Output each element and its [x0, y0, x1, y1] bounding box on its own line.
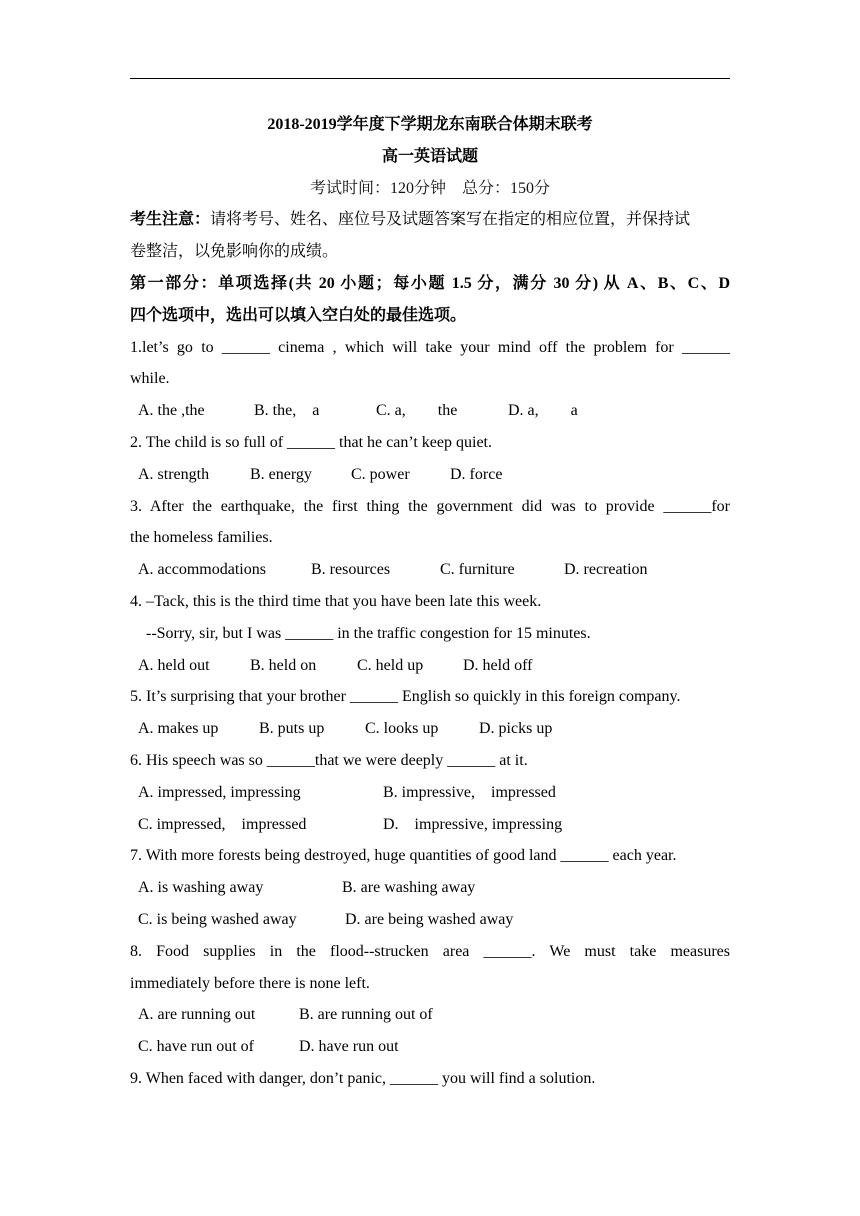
question-2-options	[130, 459, 730, 491]
option-b: B. impressive, impressed	[383, 783, 556, 801]
question-7-stem: 7. With more forests being destroyed, huge quantities of good land ______ each year.	[130, 847, 677, 865]
option-d: D. recreation	[564, 561, 648, 579]
option-c: C. have run out of	[138, 1038, 254, 1056]
option-a: A. impressed, impressing	[138, 783, 301, 801]
question-3-stem-line-2: the homeless families.	[130, 529, 273, 547]
question-7-options-row-2	[130, 904, 730, 936]
notice-text: 请将考号、姓名、座位号及试题答案写在指定的相应位置，并保持试	[210, 211, 691, 229]
option-c: C. furniture	[440, 561, 515, 579]
section-instructions-line-1: 第一部分：单项选择(共 20 小题；每小题 1.5 分，满分 30 分) 从 A、B、C、D	[130, 274, 730, 292]
option-b: B. energy	[250, 465, 312, 483]
option-c: C. looks up	[365, 720, 439, 738]
question-3-stem-line-1: 3. After the earthquake, the first thing the government did was to provide ______for	[130, 497, 730, 515]
option-d: D. held off	[463, 656, 533, 674]
question-6-stem: 6. His speech was so ______that we were deeply ______ at it.	[130, 751, 528, 769]
question-4-stem-line-2: --Sorry, sir, but I was ______ in the traffic congestion for 15 minutes.	[146, 624, 591, 642]
question-6-options-row-1	[130, 777, 730, 809]
option-a: A. the ,the	[138, 402, 205, 420]
question-5-stem: 5. It’s surprising that your brother ______ English so quickly in this foreign company.	[130, 688, 681, 706]
question-8-stem-line-1: 8. Food supplies in the flood--strucken area ______. We must take measures	[130, 942, 730, 960]
option-b: B. resources	[311, 561, 391, 579]
option-d: D. force	[450, 465, 503, 483]
option-d: D. are being washed away	[345, 910, 514, 928]
question-8-options-row-2	[130, 1031, 730, 1063]
question-5-options	[130, 713, 730, 745]
exam-content	[130, 109, 730, 1095]
option-a: A. accommodations	[138, 561, 266, 579]
question-4-options	[130, 650, 730, 682]
question-3-options	[130, 554, 730, 586]
question-1-stem-line-1: 1.let’s go to ______ cinema , which will take your mind off the problem for ______	[130, 338, 730, 356]
option-c: C. is being washed away	[138, 910, 297, 928]
option-d: D. picks up	[479, 720, 553, 738]
exam-page	[130, 0, 730, 1216]
option-b: B. are running out of	[299, 1006, 433, 1024]
header-rule	[130, 78, 730, 79]
exam-subject: 高一英语试题	[381, 147, 478, 165]
question-7-options-row-1	[130, 872, 730, 904]
question-2-stem: 2. The child is so full of ______ that he can’t keep quiet.	[130, 433, 492, 451]
option-b: B. are washing away	[342, 879, 476, 897]
notice-line-2: 卷整洁，以免影响你的成绩。	[130, 243, 339, 261]
option-c: C. a, the	[376, 402, 458, 420]
question-1-stem-line-2: while.	[130, 370, 170, 388]
question-6-options-row-2	[130, 809, 730, 841]
option-b: B. the, a	[254, 402, 320, 420]
option-a: A. strength	[138, 465, 210, 483]
option-a: A. are running out	[138, 1006, 256, 1024]
option-c: C. power	[351, 465, 410, 483]
option-a: A. held out	[138, 656, 210, 674]
exam-info: 考试时间：120分钟 总分：150分	[309, 179, 550, 197]
option-b: B. puts up	[259, 720, 325, 738]
notice-label: 考生注意：	[130, 211, 211, 229]
option-d: D. impressive, impressing	[383, 815, 563, 833]
option-d: D. a, a	[508, 402, 578, 420]
section-instructions-line-2: 四个选项中，选出可以填入空白处的最佳选项。	[130, 306, 467, 324]
exam-title: 2018-2019学年度下学期龙东南联合体期末联考	[267, 116, 593, 133]
option-d: D. have run out	[299, 1038, 399, 1056]
question-8-stem-line-2: immediately before there is none left.	[130, 974, 370, 992]
question-8-options-row-1	[130, 999, 730, 1031]
option-b: B. held on	[250, 656, 317, 674]
question-1-options	[130, 395, 730, 427]
notice-line-1	[130, 204, 730, 236]
question-9-stem: 9. When faced with danger, don’t panic, ______ you will find a solution.	[130, 1069, 596, 1087]
option-c: C. impressed, impressed	[138, 815, 307, 833]
question-4-stem-line-1: 4. –Tack, this is the third time that you have been late this week.	[130, 592, 542, 610]
option-c: C. held up	[357, 656, 424, 674]
option-a: A. makes up	[138, 720, 219, 738]
option-a: A. is washing away	[138, 879, 264, 897]
